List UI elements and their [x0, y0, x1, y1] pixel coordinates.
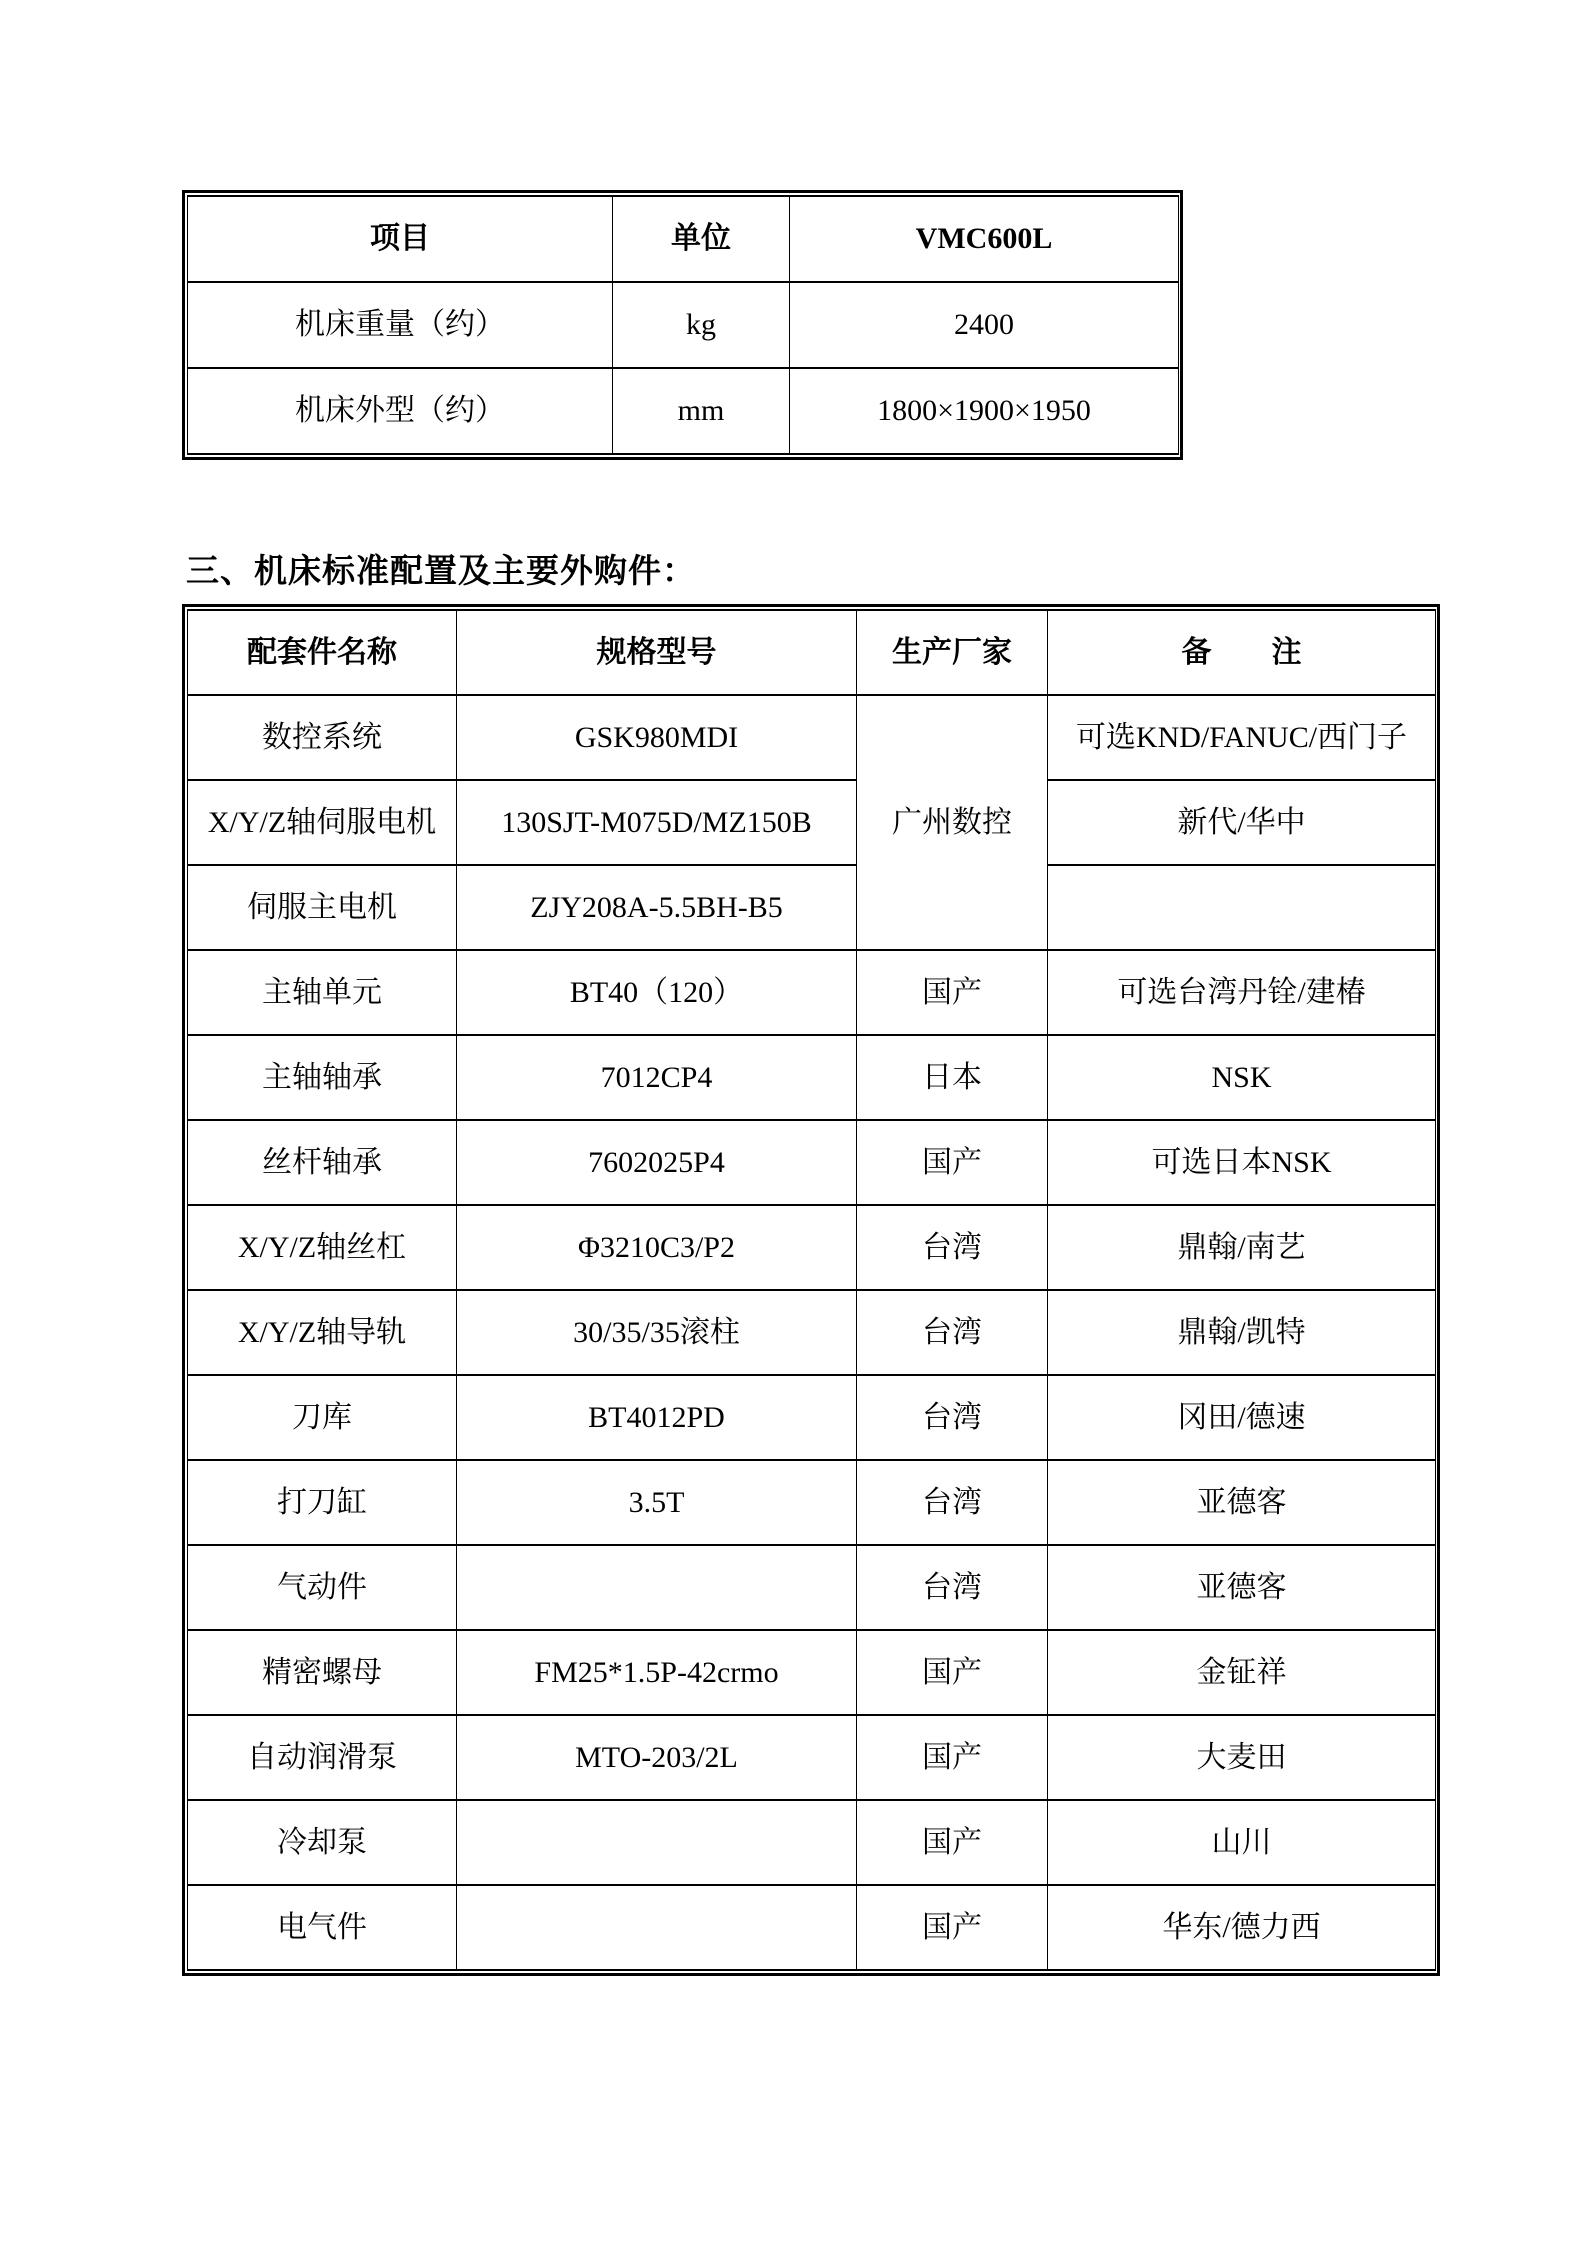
spec-cell: BT4012PD	[457, 1375, 857, 1460]
spec-unit-cell: mm	[613, 368, 790, 454]
remark-cell: 华东/德力西	[1048, 1885, 1436, 1970]
remark-cell: 鼎翰/凯特	[1048, 1290, 1436, 1375]
manufacturer-cell: 台湾	[857, 1460, 1048, 1545]
manufacturer-cell: 国产	[857, 950, 1048, 1035]
component-name-cell: 电气件	[188, 1885, 457, 1970]
spec-cell: 130SJT-M075D/MZ150B	[457, 780, 857, 865]
component-name-cell: 自动润滑泵	[188, 1715, 457, 1800]
spec-row-weight	[188, 282, 1179, 368]
config-row	[188, 865, 1436, 950]
remark-cell: 可选台湾丹铨/建椿	[1048, 950, 1436, 1035]
component-name-cell: 气动件	[188, 1545, 457, 1630]
manufacturer-cell: 台湾	[857, 1375, 1048, 1460]
spec-value-cell: 2400	[790, 282, 1179, 368]
spec-cell: FM25*1.5P-42crmo	[457, 1630, 857, 1715]
manufacturer-cell: 台湾	[857, 1205, 1048, 1290]
machine-spec-table-wrapper	[182, 190, 1183, 460]
config-row	[188, 1460, 1436, 1545]
machine-spec-table	[187, 195, 1179, 455]
manufacturer-cell: 日本	[857, 1035, 1048, 1120]
remark-cell: 可选日本NSK	[1048, 1120, 1436, 1205]
config-row	[188, 695, 1436, 780]
spec-cell: 30/35/35滚柱	[457, 1290, 857, 1375]
config-row	[188, 1885, 1436, 1970]
component-name-cell: 伺服主电机	[188, 865, 457, 950]
spec-header-item: 项目	[188, 196, 613, 282]
config-row	[188, 1120, 1436, 1205]
spec-cell: 3.5T	[457, 1460, 857, 1545]
config-row	[188, 1375, 1436, 1460]
remark-cell: 大麦田	[1048, 1715, 1436, 1800]
remark-cell: 山川	[1048, 1800, 1436, 1885]
manufacturer-cell: 国产	[857, 1715, 1048, 1800]
component-name-cell: 主轴轴承	[188, 1035, 457, 1120]
config-row	[188, 950, 1436, 1035]
spec-cell: GSK980MDI	[457, 695, 857, 780]
config-row	[188, 780, 1436, 865]
component-name-cell: 冷却泵	[188, 1800, 457, 1885]
config-row	[188, 1545, 1436, 1630]
manufacturer-cell: 国产	[857, 1800, 1048, 1885]
component-name-cell: 精密螺母	[188, 1630, 457, 1715]
section-heading: 三、机床标准配置及主要外购件：	[186, 554, 696, 590]
remark-cell: 亚德客	[1048, 1545, 1436, 1630]
spec-cell: ZJY208A-5.5BH-B5	[457, 865, 857, 950]
spec-cell	[457, 1800, 857, 1885]
config-header-component: 配套件名称	[188, 610, 457, 695]
spec-header-row	[188, 196, 1179, 282]
manufacturer-cell: 国产	[857, 1885, 1048, 1970]
remark-cell: 亚德客	[1048, 1460, 1436, 1545]
component-name-cell: X/Y/Z轴丝杠	[188, 1205, 457, 1290]
manufacturer-cell-merged: 广州数控	[857, 695, 1048, 950]
component-name-cell: 打刀缸	[188, 1460, 457, 1545]
config-header-row	[188, 610, 1436, 695]
spec-unit-cell: kg	[613, 282, 790, 368]
remark-cell: 新代/华中	[1048, 780, 1436, 865]
spec-cell	[457, 1885, 857, 1970]
spec-header-unit: 单位	[613, 196, 790, 282]
config-header-manufacturer: 生产厂家	[857, 610, 1048, 695]
config-row	[188, 1205, 1436, 1290]
remark-cell: 可选KND/FANUC/西门子	[1048, 695, 1436, 780]
config-header-spec: 规格型号	[457, 610, 857, 695]
remark-cell	[1048, 865, 1436, 950]
manufacturer-cell: 国产	[857, 1120, 1048, 1205]
remark-cell: 金钲祥	[1048, 1630, 1436, 1715]
spec-cell: Φ3210C3/P2	[457, 1205, 857, 1290]
config-row	[188, 1800, 1436, 1885]
config-row	[188, 1630, 1436, 1715]
component-name-cell: 主轴单元	[188, 950, 457, 1035]
remark-cell: NSK	[1048, 1035, 1436, 1120]
manufacturer-cell: 台湾	[857, 1545, 1048, 1630]
spec-value-cell: 1800×1900×1950	[790, 368, 1179, 454]
spec-cell	[457, 1545, 857, 1630]
component-name-cell: X/Y/Z轴导轨	[188, 1290, 457, 1375]
manufacturer-cell: 台湾	[857, 1290, 1048, 1375]
spec-cell: MTO-203/2L	[457, 1715, 857, 1800]
config-table	[187, 609, 1436, 1971]
config-table-wrapper	[182, 604, 1440, 1976]
component-name-cell: 丝杆轴承	[188, 1120, 457, 1205]
config-row	[188, 1035, 1436, 1120]
spec-item-cell: 机床重量（约）	[188, 282, 613, 368]
spec-cell: 7012CP4	[457, 1035, 857, 1120]
spec-header-model: VMC600L	[790, 196, 1179, 282]
config-row	[188, 1290, 1436, 1375]
spec-item-cell: 机床外型（约）	[188, 368, 613, 454]
config-row	[188, 1715, 1436, 1800]
component-name-cell: 刀库	[188, 1375, 457, 1460]
config-header-remark: 备 注	[1048, 610, 1436, 695]
component-name-cell: 数控系统	[188, 695, 457, 780]
spec-cell: 7602025P4	[457, 1120, 857, 1205]
remark-cell: 冈田/德速	[1048, 1375, 1436, 1460]
manufacturer-cell: 国产	[857, 1630, 1048, 1715]
component-name-cell: X/Y/Z轴伺服电机	[188, 780, 457, 865]
spec-row-dimensions	[188, 368, 1179, 454]
remark-cell: 鼎翰/南艺	[1048, 1205, 1436, 1290]
spec-cell: BT40（120）	[457, 950, 857, 1035]
